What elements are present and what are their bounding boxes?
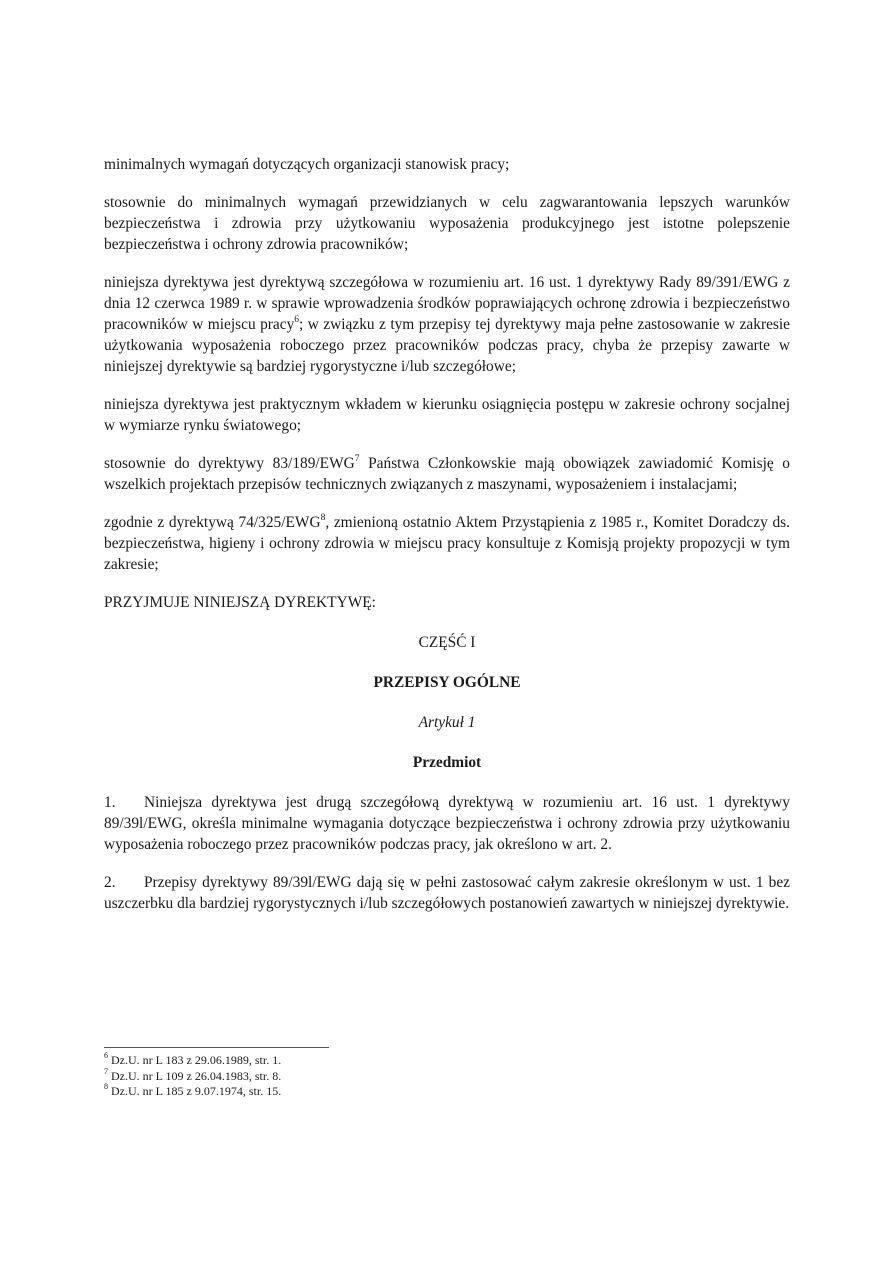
article-title: Przedmiot (412, 754, 482, 771)
paragraph-text: Przepisy dyrektywy 89/39l/EWG dają się w pełni zastosować całym zakresie określonym w ust. 1 bez uszczerbku dla bardziej rygorystycznych i/lub szczegółowych postanowień zawartych w niniejszej dyrektywie. (104, 874, 790, 912)
footnote-text: Dz.U. nr L 185 z 9.07.1974, str. 15. (108, 1084, 282, 1099)
article-heading: Artykuł 1 (418, 714, 476, 731)
document-page (104, 154, 790, 931)
footnote-ref[interactable]: 7 (354, 453, 360, 464)
footnote-divider (104, 1047, 329, 1048)
footnote-ref[interactable]: 6 (294, 314, 300, 325)
recital-paragraph: minimalnych wymagań dotyczących organizacji stanowisk pracy; (104, 156, 510, 173)
recital-text: ; w związku z tym przepisy tej dyrektywy maja pełne zastosowanie w zakresie użytkowania wyposażenia roboczego przez pracowników podczas pracy, chyba że przepisy zawarte w niniejszej dyrektywie są bardziej rygorystyczne i/lub szczegółowe; (104, 316, 790, 375)
numbered-paragraph (104, 872, 790, 914)
footnote-item (104, 1066, 504, 1085)
recital-text: , zmienioną ostatnio Aktem Przystąpienia z 1985 r., Komitet Doradczy ds. bezpieczeństwa, higieny i ochrony zdrowia w miejscu pracy konsultuje z Komisją projekty propozycji w tym zakresie; (104, 514, 790, 573)
recital-text: Państwa Członkowskie mają obowiązek zawiadomić Komisję o wszelkich projektach przepisów technicznych związanych z maszynami, wyposażeniem i instalacjami; (104, 455, 790, 493)
paragraph-number: 2. (104, 874, 116, 891)
paragraph-text: Niniejsza dyrektywa jest drugą szczegółową dyrektywą w rozumieniu art. 16 ust. 1 dyrektywy 89/39l/EWG, określa minimalne wymagania dotyczące bezpieczeństwa i ochrony zdrowia przy użytkowaniu wyposażenia roboczego przez pracowników podczas pracy, jak określono w art. 2. (104, 794, 790, 853)
part-title: PRZEPISY OGÓLNE (373, 674, 521, 691)
part-heading: CZĘŚĆ I (418, 634, 476, 651)
footnote-number: 8 (104, 1082, 108, 1092)
adoption-clause: PRZYJMUJE NINIEJSZĄ DYREKTYWĘ: (104, 594, 376, 611)
footnote-number: 7 (104, 1066, 108, 1076)
recital-text: zgodnie z dyrektywą 74/325/EWG (104, 514, 321, 531)
footnotes (104, 1053, 504, 1100)
footnote-ref[interactable]: 8 (320, 512, 326, 523)
recital-paragraph: stosownie do minimalnych wymagań przewidzianych w celu zagwarantowania lepszych warunków bezpieczeństwa i zdrowia przy użytkowaniu wyposażenia produkcyjnego jest istotne polepszenie bezpieczeństwa i ochrony zdrowia pracowników; (104, 194, 790, 253)
recital-paragraph (104, 453, 790, 495)
footnote-item (104, 1053, 504, 1069)
footnote-text: Dz.U. nr L 183 z 29.06.1989, str. 1. (108, 1053, 282, 1067)
footnote-item (104, 1084, 504, 1100)
recital-paragraph: niniejsza dyrektywa jest praktycznym wkładem w kierunku osiągnięcia postępu w zakresie ochrony socjalnej w wymiarze rynku światowego; (104, 396, 790, 434)
recital-paragraph (104, 512, 790, 575)
recital-paragraph (104, 272, 790, 377)
footnote-number: 6 (104, 1051, 108, 1060)
numbered-paragraph (104, 792, 790, 855)
recital-text: niniejsza dyrektywa jest dyrektywą szczegółowa w rozumieniu art. 16 ust. 1 dyrektywy Rady 89/391/EWG z dnia 12 czerwca 1989 r. w sprawie wprowadzenia środków poprawiających ochronę zdrowia i bezpieczeństwo pracowników w miejscu pracy (104, 274, 790, 333)
paragraph-number: 1. (104, 794, 116, 811)
footnote-text: Dz.U. nr L 109 z 26.04.1983, str. 8. (108, 1068, 282, 1083)
recital-text: stosownie do dyrektywy 83/189/EWG (104, 455, 355, 472)
